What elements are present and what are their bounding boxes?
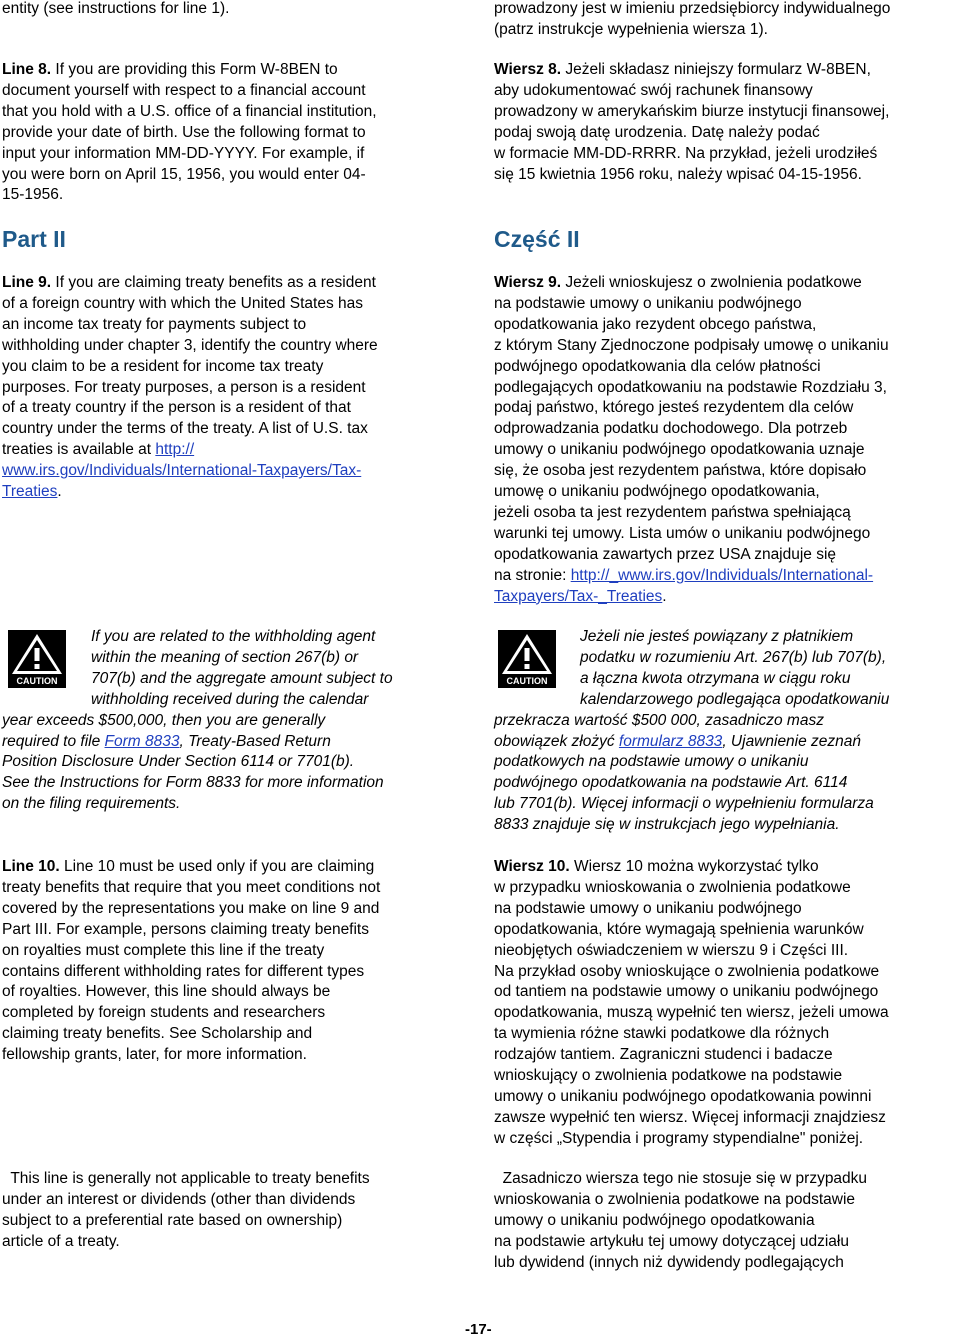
treaties-link-pl-part1[interactable]: http://_www.irs.gov/Individuals/International- [570, 566, 874, 584]
czesc-ii-heading: Część II [494, 226, 580, 252]
treaties-link-pl-part2[interactable]: Taxpayers/Tax-_Treaties [494, 587, 663, 605]
line-10-instructions: Line 10. Line 10 must be used only if you are claiming treaty benefits that require that you meet conditions not covered by the representations you make on line 9 and Part III. For example, persons claiming treaty benefits on royalties must complete this line if the treaty contains different withholding rates for different types of royalties. However, this line should always be completed by foreign students and researchers claiming treaty benefits. See Scholarship and fellowship grants, later, for more information. [2, 858, 381, 1064]
line-8-instructions: Line 8. If you are providing this Form W-8BEN to document yourself with respect to a financial account that you hold with a U.S. office of a financial institution, provide your date of birth. Use the following format to input your information MM-DD-YYYY. For example, if you were born on April 15, 1956, you would enter 04- 15-1956. [2, 61, 377, 204]
line-9-instructions: Line 9. If you are claiming treaty benefits as a resident of a foreign country with which the United States has an income tax treaty for payments subject to withholding under chapter 3, identify the country where you claim to be a resident for income tax treaty purposes. For treaty purposes, a person is a resident of a treaty country if the person is a resident of that country under the terms of the treaty. A list of U.S. tax treaties is available at http:// www.irs.gov/Individuals/International-Taxpayers/Tax- Treaties. [2, 274, 378, 501]
wiersz-10-label: Wiersz 10. [494, 858, 570, 875]
wiersz-10-instructions: Wiersz 10. Wiersz 10 można wykorzystać tylko w przypadku wnioskowania o zwolnienia podatkowe na podstawie umowy o unikaniu podwójnego opodatkowania, które wymagają spełnienia warunków nieobjętych oświadczeniem w wierszu 9 i Części III. Na przykład osoby wnioskujące o zwolnienia podatkowe od tantiem na podstawie umowy o unikaniu podwójnego opodatkowania, muszą wypełnić ten wiersz, jeżeli umowa ta wymienia różne stawki podatkowe dla różnych rodzajów tantiem. Zagraniczni studenci i badacze wnioskujący o zwolnienia podatkowe na podstawie umowy o unikaniu podwójnego opodatkowania powinni zawsze wypełnić ten wiersz. Więcej informacji znajdziesz w części „Stypendia i programy stypendialne" poniżej. [494, 858, 889, 1147]
continuation-text-pl: prowadzony jest w imieniu przedsiębiorcy indywidualnego (patrz instrukcje wypełnienia wiersza 1). [494, 0, 891, 38]
treaties-link-part1[interactable]: http:// [155, 441, 195, 459]
treaties-link-part2[interactable]: www.irs.gov/Individuals/International-Taxpayers/Tax- [2, 462, 362, 480]
line-8-label: Line 8. [2, 61, 52, 78]
page-number: -17- [465, 1321, 492, 1338]
svg-text:CAUTION: CAUTION [506, 676, 548, 686]
line-10-label: Line 10. [2, 858, 60, 875]
formularz-8833-link[interactable]: formularz 8833 [618, 732, 723, 750]
note-paragraph: This line is generally not applicable to treaty benefits under an interest or dividends (other than dividends subject to a preferential rate based on ownership) article of a treaty. [2, 1170, 370, 1250]
wiersz-9-label: Wiersz 9. [494, 274, 562, 291]
wiersz-8-instructions: Wiersz 8. Jeżeli składasz niniejszy formularz W-8BEN, aby udokumentować swój rachunek finansowy prowadzony w amerykańskim biurze instytucji finansowej, podaj swoją datę urodzenia. Datę należy podać w formacie MM-DD-RRRR. Na przykład, jeżeli urodziłeś się 15 kwietnia 1956 roku, należy wpisać 04-15-1956. [494, 61, 890, 183]
form-8833-link[interactable]: Form 8833 [104, 732, 180, 750]
svg-text:CAUTION: CAUTION [16, 676, 58, 686]
wiersz-9-instructions: Wiersz 9. Jeżeli wnioskujesz o zwolnienia podatkowe na podstawie umowy o unikaniu podwójnego opodatkowania jako rezydent obcego państwa, z którym Stany Zjednoczone podpisały umowę o unikaniu podwójnego opodatkowania dla celów płatności podlegających opodatkowaniu na podstawie Rozdziału 3, podaj państwo, którego jesteś rezydentem dla celów odprowadzania podatku dochodowego. Dla potrzeb umowy o unikaniu podwójnego opodatkowania uznaje się, że osoba jest rezydentem państwa, które dopisało umowę o unikaniu podwójnego opodatkowania, jeżeli osoba ta jest rezydentem państwa spełniającą warunki tej umowy. Lista umów o unikaniu podwójnego opodatkowania zawartych przez USA znajduje się na stronie: http://_www.irs.gov/Individuals/International- Taxpayers/Tax-_Treaties. [494, 274, 889, 605]
wiersz-8-label: Wiersz 8. [494, 61, 562, 78]
continuation-text: entity (see instructions for line 1). [2, 0, 230, 17]
note-paragraph-pl: Zasadniczo wiersza tego nie stosuje się w przypadku wnioskowania o zwolnienia podatkowe na podstawie umowy o unikaniu podwójnego opodatkowania na podstawie artykułu tej umowy dotyczącej udziału lub dywidend (innych niż dywidendy podlegających [494, 1170, 868, 1271]
treaties-link-part3[interactable]: Treaties [2, 483, 58, 501]
caution-text: If you are related to the withholding agent within the meaning of section 267(b) or 707(b) and the aggregate amount subject to withholding received during the calendar year exceeds $500,000, then you are generally required to file Form 8833, Treaty-Based Return Position Disclosure Under Section 6114 or 7701(b). See the Instructions for Form 8833 for more information on the filing requirements. [2, 628, 393, 813]
line-9-label: Line 9. [2, 274, 52, 291]
part-ii-heading: Part II [2, 226, 66, 252]
caution-text-pl: Jeżeli nie jesteś powiązany z płatnikiem podatku w rozumieniu Art. 267(b) lub 707(b), a łączna kwota otrzymana w ciągu roku kalendarzowego podlegająca opodatkowaniu przekracza wartość $500 000, zasadniczo masz obowiązek złożyć formularz 8833, Ujawnienie zeznań podatkowych na podstawie umowy o unikaniu podwójnego opodatkowania na podstawie Art. 6114 lub 7701(b). Więcej informacji o wypełnieniu formularza 8833 znajduje się w instrukcjach jego wypełniania. [494, 628, 890, 834]
